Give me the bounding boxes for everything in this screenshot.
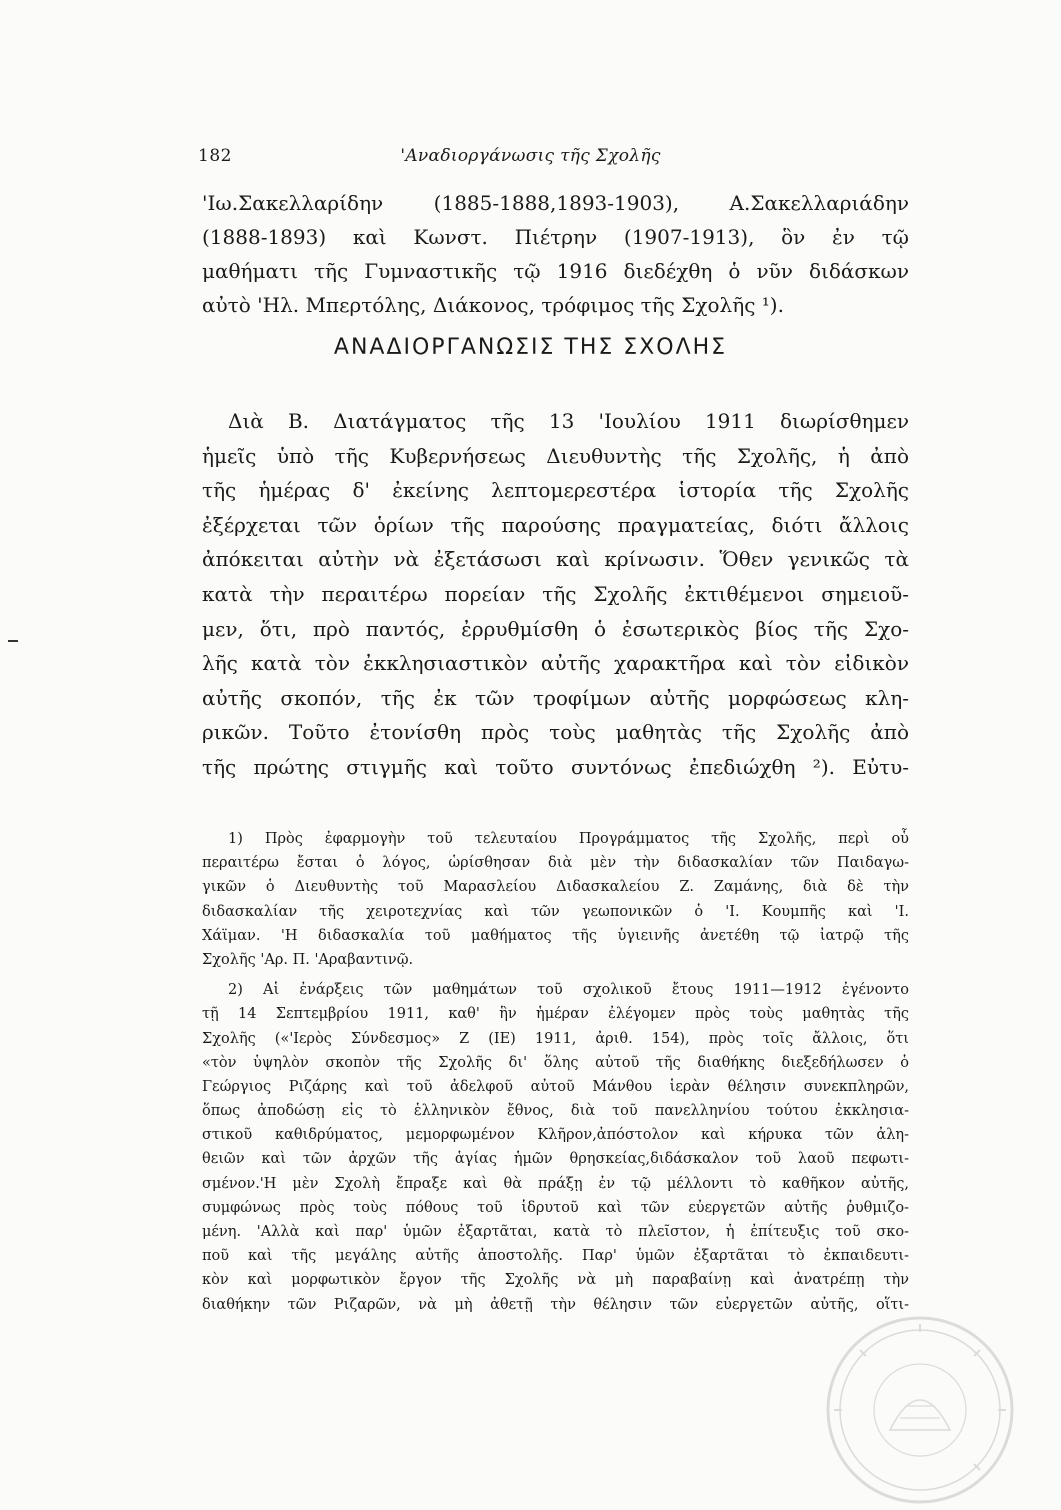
section-heading: ΑΝΑΔΙΟΡΓΑΝΩΣΙΣ ΤΗΣ ΣΧΟΛΗΣ — [333, 335, 728, 360]
running-title: 'Αναδιοργάνωσις τῆς Σχολῆς — [400, 146, 661, 166]
text-line: ἀπόκειται αὐτὴν νὰ ἐξετάσωσι καὶ κρίνωσιν. Ὅθεν γενικῶς τὰ — [202, 547, 909, 572]
footnote-line: Χάϊμαν. 'Η διδασκαλία τοῦ μαθήματος τῆς ὑγιεινῆς ἀνετέθη τῷ ἰατρῷ τῆς — [202, 927, 909, 944]
footnote-line: ὅπως ἀποδώσῃ εἰς τὸ ἑλληνικὸν ἔθνος, διὰ τοῦ πανελληνίου τούτου ἐκκλησια- — [202, 1103, 909, 1120]
text-line: μεν, ὅτι, πρὸ παντός, ἐρρυθμίσθη ὁ ἐσωτερικὸς βίος τῆς Σχο- — [202, 616, 909, 641]
text-line: ἡμεῖς ὑπὸ τῆς Κυβερνήσεως Διευθυντὴς τῆς Σχολῆς, ἡ ἀπὸ — [202, 443, 909, 468]
footnotes — [202, 827, 909, 1317]
footnote-line: κὸν καὶ μορφωτικὸν ἔργον τῆς Σχολῆς νὰ μὴ παραβαίνῃ καὶ ἀνατρέπῃ τὴν — [202, 1272, 909, 1289]
footnote-line: Γεώργιος Ριζάρης καὶ τοῦ ἀδελφοῦ αὐτοῦ Μάνθου ἱερὰν θέλησιν συνεκπληρῶν, — [202, 1078, 909, 1095]
footnote-line: διδασκαλίαν τῆς χειροτεχνίας καὶ τῶν γεωπονικῶν ὁ 'Ι. Κουμπῆς καὶ 'Ι. — [202, 903, 909, 920]
footnote-line: περαιτέρω ἔσται ὁ λόγος, ὡρίσθησαν διὰ μὲν τὴν διδασκαλίαν τῶν Παιδαγω- — [202, 855, 909, 872]
university-seal-icon — [820, 1310, 1020, 1510]
footnote-line: τῇ 14 Σεπτεμβρίου 1911, καθ' ἣν ἡμέραν ἐλέγομεν πρὸς τοὺς μαθητὰς τῆς — [202, 1006, 909, 1023]
footnote-line: στικοῦ καθιδρύματος, μεμορφωμένον Κλῆρον,ἀπόστολον καὶ κήρυκα τῶν ἀλη- — [202, 1127, 909, 1144]
footnote-line: 2) Αἱ ἐνάρξεις τῶν μαθημάτων τοῦ σχολικοῦ ἔτους 1911—1912 ἐγένοντο — [228, 982, 909, 999]
text-line: αὐτὸ 'Ηλ. Μπερτόλης, Διάκονος, τρόφιμος τῆς Σχολῆς ¹). — [202, 293, 784, 317]
margin-mark — [8, 640, 18, 642]
text-line: αὐτῆς σκοπόν, τῆς ἐκ τῶν τροφίμων αὐτῆς μορφώσεως κλη- — [202, 685, 909, 710]
footnote-line: συμφώνως πρὸς τοὺς πόθους τοῦ ἱδρυτοῦ καὶ τῶν εὐεργετῶν αὐτῆς ῥυθμιζο- — [202, 1199, 909, 1216]
footnote-line: ποῦ καὶ τῆς μεγάλης αὐτῆς ἀποστολῆς. Παρ' ὑμῶν ἐξαρτᾶται τὸ ἐκπαιδευτι- — [202, 1248, 909, 1265]
body-paragraph-main — [202, 404, 909, 785]
footnote-line: διαθήκην τῶν Ριζαρῶν, νὰ μὴ ἀθετῇ τὴν θέλησιν τῶν εὐεργετῶν αὐτῆς, οἵτι- — [202, 1296, 909, 1313]
text-line: ρικῶν. Τοῦτο ἐτονίσθη πρὸς τοὺς μαθητὰς τῆς Σχολῆς ἀπὸ — [202, 720, 909, 745]
text-line: κατὰ τὴν περαιτέρω πορείαν τῆς Σχολῆς ἐκτιθέμενοι σημειοῦ- — [202, 581, 909, 606]
footnote-line: σμένον.'Η μὲν Σχολὴ ἔπραξε καὶ θὰ πράξῃ ἐν τῷ μέλλοντι τὸ καθῆκον αὐτῆς, — [202, 1175, 909, 1192]
text-line: τῆς ἡμέρας δ' ἐκείνης λεπτομερεστέρα ἱστορία τῆς Σχολῆς — [202, 478, 909, 503]
footnote-line: Σχολῆς («'Ιερὸς Σύνδεσμος» Ζ (ΙΕ) 1911, ἀριθ. 154), πρὸς τοῖς ἄλλοις, ὅτι — [202, 1030, 909, 1047]
body-paragraph-top — [202, 186, 909, 322]
text-line: 'Ιω.Σακελλαρίδην (1885-1888,1893-1903), Α.Σακελλαριάδην — [202, 191, 909, 215]
text-line: τῆς πρώτης στιγμῆς καὶ τοῦτο συντόνως ἐπεδιώχθη ²). Εὐτυ- — [202, 754, 909, 779]
text-line: λῆς κατὰ τὸν ἐκκλησιαστικὸν αὐτῆς χαρακτῆρα καὶ τὸν εἰδικὸν — [202, 651, 909, 676]
footnote-line: Σχολῆς 'Αρ. Π. 'Αραβαντινῷ. — [202, 951, 414, 968]
footnote-line: «τὸν ὑψηλὸν σκοπὸν τῆς Σχολῆς δι' ὅλης αὐτοῦ τῆς διαθήκης διεξεδήλωσεν ὁ — [202, 1054, 909, 1071]
footnote-line: 1) Πρὸς ἐφαρμογὴν τοῦ τελευταίου Προγράμματος τῆς Σχολῆς, περὶ οὗ — [228, 831, 909, 847]
footnote-line: μένη. 'Αλλὰ καὶ παρ' ὑμῶν ἐξαρτᾶται, κατὰ τὸ πλεῖστον, ἡ ἐπίτευξις τοῦ σκο- — [202, 1224, 909, 1240]
text-line: μαθήματι τῆς Γυμναστικῆς τῷ 1916 διεδέχθη ὁ νῦν διδάσκων — [202, 259, 909, 283]
text-line: (1888-1893) καὶ Κωνστ. Πιέτρην (1907-1913), ὃν ἐν τῷ — [202, 225, 909, 249]
footnote-line: θειῶν καὶ τῶν ἀρχῶν τῆς ἁγίας ἡμῶν θρησκείας,διδάσκαλον τοῦ λαοῦ πεφωτι- — [202, 1151, 909, 1168]
page-number: 182 — [198, 146, 232, 166]
footnote-line: γικῶν ὁ Διευθυντὴς τοῦ Μαρασλείου Διδασκαλείου Ζ. Ζαμάνης, διὰ δὲ τὴν — [202, 879, 909, 896]
text-line: ἐξέρχεται τῶν ὁρίων τῆς παρούσης πραγματείας, διότι ἄλλοις — [202, 512, 909, 537]
text-line: Διὰ Β. Διατάγματος τῆς 13 'Ιουλίου 1911 διωρίσθημεν — [228, 409, 909, 433]
